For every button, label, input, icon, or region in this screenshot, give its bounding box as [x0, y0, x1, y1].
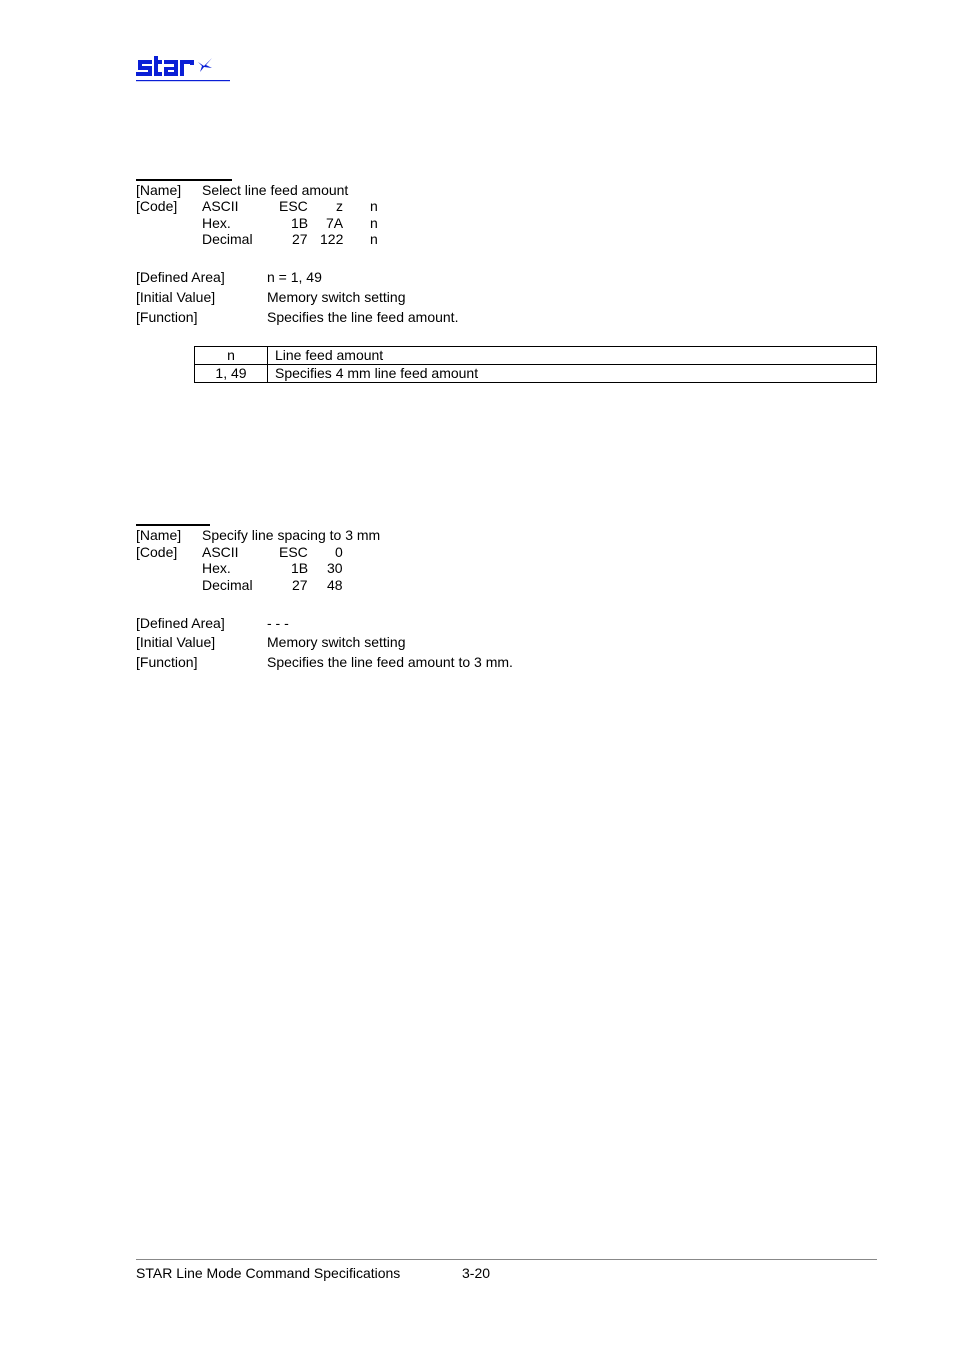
code-row-c1: ESC [279, 198, 308, 214]
code-row-c2: 0 [335, 544, 343, 560]
name-label: [Name] [136, 527, 182, 543]
function-label: [Function] [136, 654, 198, 670]
star-logo [136, 52, 232, 85]
footer-rule [136, 1259, 877, 1260]
code-row-c2: 122 [320, 231, 344, 247]
table-row [195, 365, 877, 383]
line-feed-table [194, 346, 877, 383]
function-value: Specifies the line feed amount. [267, 309, 459, 325]
defined-area-value: n = 1, 49 [267, 269, 322, 285]
function-value: Specifies the line feed amount to 3 mm. [267, 654, 513, 670]
name-label: [Name] [136, 182, 182, 198]
page-number: 3-20 [462, 1265, 491, 1281]
code-label: [Code] [136, 198, 178, 214]
initial-value-label: [Initial Value] [136, 289, 216, 305]
initial-value-value: Memory switch setting [267, 289, 406, 305]
code-row-c2: z [336, 198, 343, 214]
section-divider [136, 179, 232, 181]
table-header-n: n [195, 347, 268, 365]
code-row-c1: 27 [292, 577, 308, 593]
initial-value-value: Memory switch setting [267, 634, 406, 650]
code-row-c2: 30 [327, 560, 343, 576]
table-cell-desc: Specifies 4 mm line feed amount [268, 365, 877, 383]
code-row-c1: 1B [291, 215, 309, 231]
code-row-c2: 7A [326, 215, 344, 231]
code-row-c3: n [370, 215, 378, 231]
initial-value-label: [Initial Value] [136, 634, 216, 650]
code-row-label: Decimal [202, 577, 253, 593]
table-cell-n: 1, 49 [195, 365, 268, 383]
code-row-c3: n [370, 231, 378, 247]
code-row-label: Decimal [202, 231, 253, 247]
table-header-desc: Line feed amount [268, 347, 877, 365]
defined-area-label: [Defined Area] [136, 615, 225, 631]
footer-title: STAR Line Mode Command Specifications [136, 1265, 401, 1281]
section-divider [136, 524, 210, 526]
code-row-label: ASCII [202, 544, 239, 560]
code-row-c1: ESC [279, 544, 308, 560]
code-row-c2: 48 [327, 577, 343, 593]
defined-area-label: [Defined Area] [136, 269, 225, 285]
function-label: [Function] [136, 309, 198, 325]
code-row-c3: n [370, 198, 378, 214]
code-row-label: Hex. [202, 215, 231, 231]
table-header-row [195, 347, 877, 365]
code-row-c1: 1B [291, 560, 309, 576]
name-value: Specify line spacing to 3 mm [202, 527, 381, 543]
code-label: [Code] [136, 544, 178, 560]
code-row-label: Hex. [202, 560, 231, 576]
name-value: Select line feed amount [202, 182, 349, 198]
code-row-c1: 27 [292, 231, 308, 247]
code-row-label: ASCII [202, 198, 239, 214]
defined-area-value: - - - [267, 615, 289, 631]
